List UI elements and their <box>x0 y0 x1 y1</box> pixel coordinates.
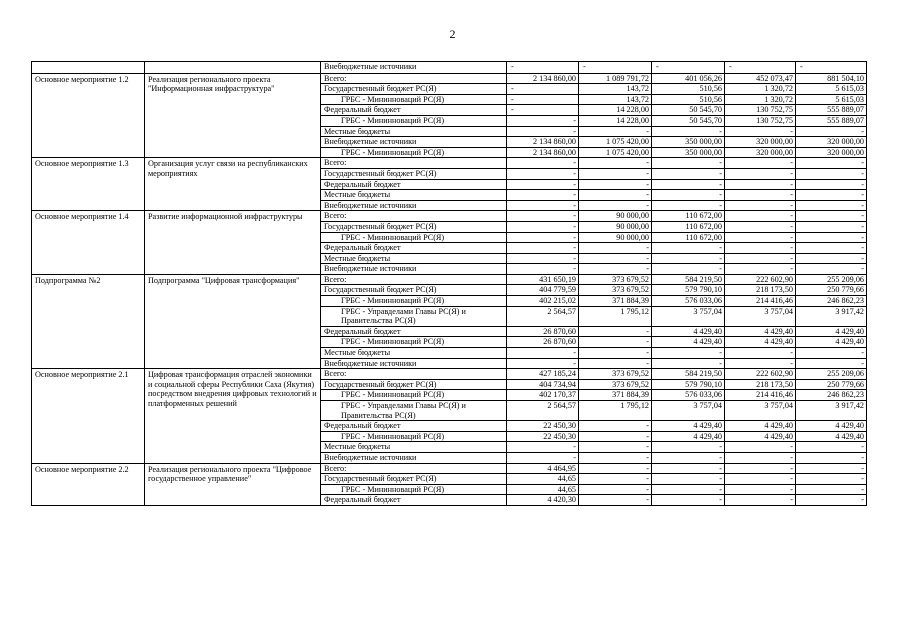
funding-source-cell: Местные бюджеты <box>321 126 507 137</box>
amount-cell: 402 215,02 <box>507 296 579 307</box>
funding-source-cell: Местные бюджеты <box>321 442 507 453</box>
measure-cell: Подпрограмма №2 <box>32 274 145 368</box>
funding-source-cell: Местные бюджеты <box>321 253 507 264</box>
amount-cell: - <box>725 264 796 275</box>
amount-cell: 3 757,04 <box>652 306 725 326</box>
amount-cell: - <box>652 463 725 474</box>
amount-cell: - <box>507 264 579 275</box>
amount-cell: - <box>507 221 579 232</box>
amount-cell: - <box>652 190 725 201</box>
amount-cell: 4 429,40 <box>796 431 867 442</box>
amount-cell: - <box>579 243 652 254</box>
amount-cell: - <box>652 442 725 453</box>
amount-cell: - <box>507 348 579 359</box>
funding-source-cell: Государственный бюджет РС(Я) <box>321 474 507 485</box>
amount-cell: - <box>507 253 579 264</box>
table-row <box>32 369 867 380</box>
amount-cell: - <box>725 253 796 264</box>
amount-cell: - <box>507 232 579 243</box>
amount-cell: 510,56 <box>652 84 725 95</box>
amount-cell: - <box>796 495 867 506</box>
funding-source-cell: ГРБС - Мининноваций РС(Я) <box>321 296 507 307</box>
amount-cell: - <box>725 484 796 495</box>
amount-cell: - <box>725 358 796 369</box>
amount-cell: 373 679,52 <box>579 379 652 390</box>
amount-cell: 2 134 860,00 <box>507 137 579 148</box>
amount-cell: - <box>579 442 652 453</box>
amount-cell: - <box>796 62 867 74</box>
amount-cell: - <box>507 105 579 116</box>
activity-name-cell: Развитие информационной инфраструктуры <box>145 211 321 275</box>
activity-name-cell: Организация услуг связи на республиканских мероприятиях <box>145 158 321 211</box>
amount-cell: - <box>507 84 579 95</box>
amount-cell: 44,65 <box>507 474 579 485</box>
amount-cell: 90 000,00 <box>579 221 652 232</box>
amount-cell: - <box>796 221 867 232</box>
funding-source-cell: Внебюджетные источники <box>321 358 507 369</box>
amount-cell: - <box>579 62 652 74</box>
amount-cell: - <box>579 158 652 169</box>
amount-cell: 1 075 420,00 <box>579 147 652 158</box>
amount-cell: 371 884,39 <box>579 296 652 307</box>
table-row <box>32 62 867 74</box>
amount-cell: 4 429,40 <box>725 421 796 432</box>
funding-source-cell: Федеральный бюджет <box>321 421 507 432</box>
amount-cell: - <box>652 168 725 179</box>
amount-cell: - <box>796 243 867 254</box>
funding-source-cell: ГРБС - Мининноваций РС(Я) <box>321 431 507 442</box>
funding-source-cell: ГРБС - Мининноваций РС(Я) <box>321 147 507 158</box>
amount-cell: 584 219,50 <box>652 369 725 380</box>
amount-cell: - <box>796 463 867 474</box>
amount-cell: 555 889,07 <box>796 105 867 116</box>
amount-cell: 3 917,42 <box>796 401 867 421</box>
funding-source-cell: Внебюджетные источники <box>321 264 507 275</box>
amount-cell: 1 795,12 <box>579 401 652 421</box>
funding-source-cell: Внебюджетные источники <box>321 452 507 463</box>
funding-source-cell: ГРБС - Управделами Главы РС(Я) и Правительства РС(Я) <box>321 306 507 326</box>
activity-name-cell: Подпрограмма "Цифровая трансформация" <box>145 274 321 368</box>
amount-cell: 246 862,23 <box>796 296 867 307</box>
amount-cell: - <box>796 190 867 201</box>
amount-cell: - <box>507 211 579 222</box>
table-row <box>32 463 867 474</box>
amount-cell: - <box>796 264 867 275</box>
amount-cell: - <box>652 243 725 254</box>
amount-cell: - <box>579 421 652 432</box>
measure-cell: Основное мероприятие 1.2 <box>32 73 145 158</box>
amount-cell: - <box>652 264 725 275</box>
amount-cell: - <box>725 495 796 506</box>
amount-cell: 579 790,10 <box>652 379 725 390</box>
amount-cell: 14 228,00 <box>579 105 652 116</box>
amount-cell: 130 752,75 <box>725 115 796 126</box>
amount-cell: 222 602,90 <box>725 369 796 380</box>
page-number: 2 <box>449 27 456 41</box>
table-row <box>32 274 867 285</box>
amount-cell: 576 033,06 <box>652 296 725 307</box>
amount-cell: - <box>579 126 652 137</box>
amount-cell: 3 757,04 <box>725 306 796 326</box>
funding-source-cell: Государственный бюджет РС(Я) <box>321 168 507 179</box>
amount-cell: - <box>725 243 796 254</box>
amount-cell: 22 450,30 <box>507 431 579 442</box>
amount-cell: 452 073,47 <box>725 73 796 84</box>
amount-cell: 555 889,07 <box>796 115 867 126</box>
funding-source-cell: Всего: <box>321 158 507 169</box>
amount-cell: 255 209,06 <box>796 369 867 380</box>
amount-cell: - <box>725 232 796 243</box>
amount-cell: 255 209,06 <box>796 274 867 285</box>
amount-cell: - <box>652 200 725 211</box>
amount-cell: - <box>796 200 867 211</box>
activity-name-cell: Реализация регионального проекта "Цифровое государственное управление" <box>145 463 321 505</box>
amount-cell: 584 219,50 <box>652 274 725 285</box>
amount-cell: 2 134 860,00 <box>507 147 579 158</box>
amount-cell: 4 429,40 <box>652 431 725 442</box>
measure-cell <box>32 62 145 74</box>
amount-cell: - <box>579 264 652 275</box>
amount-cell: 214 416,46 <box>725 296 796 307</box>
amount-cell: - <box>725 442 796 453</box>
funding-source-cell: Всего: <box>321 73 507 84</box>
amount-cell: 5 615,03 <box>796 84 867 95</box>
amount-cell: 250 779,66 <box>796 285 867 296</box>
amount-cell: - <box>725 200 796 211</box>
funding-source-cell: ГРБС - Мининноваций РС(Я) <box>321 337 507 348</box>
amount-cell: 50 545,70 <box>652 115 725 126</box>
funding-source-cell: Местные бюджеты <box>321 190 507 201</box>
amount-cell: - <box>579 474 652 485</box>
funding-source-cell: Федеральный бюджет <box>321 243 507 254</box>
funding-source-cell: Всего: <box>321 211 507 222</box>
amount-cell: 404 734,94 <box>507 379 579 390</box>
funding-source-cell: Государственный бюджет РС(Я) <box>321 379 507 390</box>
funding-source-cell: Государственный бюджет РС(Я) <box>321 285 507 296</box>
amount-cell: 576 033,06 <box>652 390 725 401</box>
amount-cell: - <box>579 326 652 337</box>
amount-cell: - <box>796 211 867 222</box>
funding-source-cell: Федеральный бюджет <box>321 495 507 506</box>
amount-cell: 320 000,00 <box>725 137 796 148</box>
amount-cell: - <box>507 62 579 74</box>
funding-source-cell: Государственный бюджет РС(Я) <box>321 221 507 232</box>
amount-cell: - <box>507 442 579 453</box>
amount-cell: 3 757,04 <box>652 401 725 421</box>
amount-cell: - <box>579 358 652 369</box>
amount-cell: - <box>507 94 579 105</box>
amount-cell: - <box>652 348 725 359</box>
amount-cell: - <box>652 474 725 485</box>
amount-cell: - <box>652 484 725 495</box>
amount-cell: 110 672,00 <box>652 221 725 232</box>
amount-cell: - <box>579 337 652 348</box>
amount-cell: 350 000,00 <box>652 147 725 158</box>
amount-cell: 130 752,75 <box>725 105 796 116</box>
amount-cell: - <box>579 452 652 463</box>
funding-source-cell: Федеральный бюджет <box>321 326 507 337</box>
amount-cell: 881 504,10 <box>796 73 867 84</box>
amount-cell: 4 429,40 <box>725 337 796 348</box>
funding-source-cell: Государственный бюджет РС(Я) <box>321 84 507 95</box>
amount-cell: - <box>725 463 796 474</box>
amount-cell: 427 185,24 <box>507 369 579 380</box>
amount-cell: 1 795,12 <box>579 306 652 326</box>
amount-cell: 3 917,42 <box>796 306 867 326</box>
amount-cell: - <box>579 495 652 506</box>
amount-cell: - <box>796 232 867 243</box>
amount-cell: 373 679,52 <box>579 285 652 296</box>
amount-cell: 2 134 860,00 <box>507 73 579 84</box>
amount-cell: 110 672,00 <box>652 232 725 243</box>
amount-cell: 4 429,40 <box>725 326 796 337</box>
amount-cell: 3 757,04 <box>725 401 796 421</box>
measure-cell: Основное мероприятие 1.4 <box>32 211 145 275</box>
amount-cell: 4 429,40 <box>652 421 725 432</box>
amount-cell: - <box>725 348 796 359</box>
amount-cell: 218 173,50 <box>725 379 796 390</box>
amount-cell: 404 779,59 <box>507 285 579 296</box>
amount-cell: - <box>579 179 652 190</box>
amount-cell: 22 450,30 <box>507 421 579 432</box>
amount-cell: 1 320,72 <box>725 84 796 95</box>
amount-cell: - <box>579 463 652 474</box>
amount-cell: - <box>579 253 652 264</box>
amount-cell: - <box>725 62 796 74</box>
amount-cell: 1 075 420,00 <box>579 137 652 148</box>
amount-cell: - <box>796 442 867 453</box>
funding-source-cell: Внебюджетные источники <box>321 200 507 211</box>
funding-source-cell: Внебюджетные источники <box>321 137 507 148</box>
amount-cell: 222 602,90 <box>725 274 796 285</box>
measure-cell: Основное мероприятие 2.1 <box>32 369 145 463</box>
amount-cell: - <box>725 211 796 222</box>
amount-cell: 401 056,26 <box>652 73 725 84</box>
amount-cell: - <box>579 200 652 211</box>
amount-cell: - <box>652 253 725 264</box>
amount-cell: - <box>507 158 579 169</box>
funding-source-cell: ГРБС - Мининноваций РС(Я) <box>321 390 507 401</box>
amount-cell: - <box>725 452 796 463</box>
amount-cell: - <box>579 431 652 442</box>
amount-cell: - <box>507 179 579 190</box>
amount-cell: 4 429,40 <box>796 337 867 348</box>
amount-cell: - <box>507 168 579 179</box>
activity-name-cell: Реализация регионального проекта "Информационная инфраструктура" <box>145 73 321 158</box>
amount-cell: 373 679,52 <box>579 274 652 285</box>
amount-cell: 510,56 <box>652 94 725 105</box>
amount-cell: - <box>507 126 579 137</box>
amount-cell: - <box>796 452 867 463</box>
funding-source-cell: Внебюджетные источники <box>321 62 507 74</box>
amount-cell: 50 545,70 <box>652 105 725 116</box>
amount-cell: - <box>725 179 796 190</box>
amount-cell: - <box>796 358 867 369</box>
amount-cell: - <box>652 179 725 190</box>
amount-cell: 320 000,00 <box>796 147 867 158</box>
amount-cell: 2 564,57 <box>507 401 579 421</box>
amount-cell: - <box>652 358 725 369</box>
amount-cell: 90 000,00 <box>579 232 652 243</box>
amount-cell: - <box>725 158 796 169</box>
amount-cell: 44,65 <box>507 484 579 495</box>
amount-cell: - <box>579 168 652 179</box>
measure-cell: Основное мероприятие 2.2 <box>32 463 145 505</box>
amount-cell: - <box>796 348 867 359</box>
budget-table <box>31 61 867 506</box>
amount-cell: 110 672,00 <box>652 211 725 222</box>
amount-cell: 14 228,00 <box>579 115 652 126</box>
funding-source-cell: Федеральный бюджет <box>321 179 507 190</box>
amount-cell: 246 862,23 <box>796 390 867 401</box>
table-row <box>32 158 867 169</box>
amount-cell: - <box>796 179 867 190</box>
table-row <box>32 211 867 222</box>
amount-cell: 143,72 <box>579 84 652 95</box>
amount-cell: 26 870,60 <box>507 337 579 348</box>
amount-cell: 371 884,39 <box>579 390 652 401</box>
amount-cell: - <box>652 452 725 463</box>
amount-cell: 214 416,46 <box>725 390 796 401</box>
funding-source-cell: ГРБС - Мининноваций РС(Я) <box>321 484 507 495</box>
amount-cell: 373 679,52 <box>579 369 652 380</box>
amount-cell: 579 790,10 <box>652 285 725 296</box>
amount-cell: - <box>796 168 867 179</box>
funding-source-cell: ГРБС - Мининноваций РС(Я) <box>321 115 507 126</box>
amount-cell: 1 320,72 <box>725 94 796 105</box>
amount-cell: - <box>725 221 796 232</box>
amount-cell: - <box>725 474 796 485</box>
funding-source-cell: Всего: <box>321 274 507 285</box>
amount-cell: - <box>507 358 579 369</box>
amount-cell: - <box>652 126 725 137</box>
amount-cell: 4 429,40 <box>725 431 796 442</box>
amount-cell: 320 000,00 <box>725 147 796 158</box>
amount-cell: - <box>507 190 579 201</box>
amount-cell: 218 173,50 <box>725 285 796 296</box>
amount-cell: 320 000,00 <box>796 137 867 148</box>
amount-cell: - <box>579 484 652 495</box>
amount-cell: 250 779,66 <box>796 379 867 390</box>
amount-cell: 26 870,60 <box>507 326 579 337</box>
amount-cell: - <box>652 158 725 169</box>
table-row <box>32 73 867 84</box>
amount-cell: - <box>652 495 725 506</box>
amount-cell: 4 429,40 <box>652 326 725 337</box>
amount-cell: 1 089 791,72 <box>579 73 652 84</box>
amount-cell: - <box>796 474 867 485</box>
amount-cell: - <box>507 243 579 254</box>
amount-cell: - <box>507 115 579 126</box>
measure-cell: Основное мероприятие 1.3 <box>32 158 145 211</box>
amount-cell: - <box>652 62 725 74</box>
amount-cell: 431 650,19 <box>507 274 579 285</box>
amount-cell: 4 429,40 <box>652 337 725 348</box>
amount-cell: - <box>796 126 867 137</box>
amount-cell: - <box>507 200 579 211</box>
amount-cell: - <box>507 452 579 463</box>
amount-cell: 143,72 <box>579 94 652 105</box>
budget-table-body <box>32 62 867 506</box>
amount-cell: - <box>796 158 867 169</box>
activity-name-cell <box>145 62 321 74</box>
funding-source-cell: Местные бюджеты <box>321 348 507 359</box>
amount-cell: - <box>796 484 867 495</box>
funding-source-cell: Всего: <box>321 369 507 380</box>
amount-cell: 2 564,57 <box>507 306 579 326</box>
funding-source-cell: ГРБС - Мининноваций РС(Я) <box>321 94 507 105</box>
amount-cell: - <box>725 126 796 137</box>
amount-cell: - <box>579 190 652 201</box>
amount-cell: - <box>579 348 652 359</box>
amount-cell: 4 464,95 <box>507 463 579 474</box>
amount-cell: 4 429,40 <box>796 421 867 432</box>
funding-source-cell: ГРБС - Управделами Главы РС(Я) и Правительства РС(Я) <box>321 401 507 421</box>
funding-source-cell: Всего: <box>321 463 507 474</box>
amount-cell: - <box>725 190 796 201</box>
amount-cell: 5 615,03 <box>796 94 867 105</box>
amount-cell: - <box>796 253 867 264</box>
activity-name-cell: Цифровая трансформация отраслей экономики и социальной сферы Республики Саха (Якутия) посредством внедрения цифровых технологий и платформенных решений <box>145 369 321 463</box>
amount-cell: 4 420,30 <box>507 495 579 506</box>
amount-cell: 90 000,00 <box>579 211 652 222</box>
amount-cell: 350 000,00 <box>652 137 725 148</box>
amount-cell: 402 170,37 <box>507 390 579 401</box>
funding-source-cell: Федеральный бюджет <box>321 105 507 116</box>
amount-cell: 4 429,40 <box>796 326 867 337</box>
amount-cell: - <box>725 168 796 179</box>
funding-source-cell: ГРБС - Мининноваций РС(Я) <box>321 232 507 243</box>
